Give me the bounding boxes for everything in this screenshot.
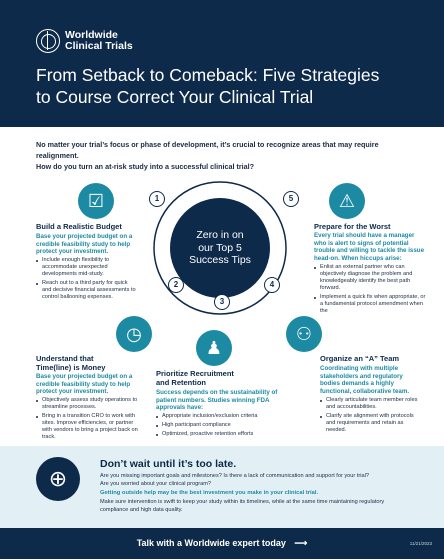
warning-triangle-icon: ⚠ <box>329 183 365 219</box>
page-title <box>36 64 426 108</box>
step-number-4: 4 <box>264 277 280 293</box>
team-network-icon: ⚇ <box>286 316 322 352</box>
life-ring-icon: ⊕ <box>36 457 80 501</box>
center-heading <box>180 229 260 267</box>
brand-name <box>65 30 133 52</box>
arrow-right-icon: ⟶ <box>294 538 308 548</box>
strategy-4-bullet: Clearly articulate team member roles and accountabilities. <box>320 397 424 411</box>
strategy-4-bullet: Clarify site alignment with protocols and requirements and retain as needed. <box>320 413 424 434</box>
document-code: 11/21/2023 <box>409 541 432 546</box>
clock-icon: ◷ <box>116 316 152 352</box>
strategy-4-subtitle: Coordinating with multiple stakeholders and regulatory bodies demands a highly functional, collaborative team. <box>320 365 410 395</box>
strategy-1-bullet: Reach out to a third party for quick and decisive financial assessments to control ballooning expenses. <box>36 280 136 301</box>
center-line3: Success Tips <box>189 254 251 267</box>
budget-checklist-icon: ☑ <box>78 183 114 219</box>
footer-bar[interactable] <box>0 528 444 559</box>
globe-icon <box>36 29 60 53</box>
strategy-3-title-line2: and Retention <box>156 377 206 387</box>
center-line1: Zero in on <box>196 229 244 242</box>
strategy-1-bullets <box>36 257 136 303</box>
step-number-5: 5 <box>283 191 299 207</box>
strategy-5-subtitle: Every trial should have a manager who is alert to signs of potential trouble and willing to tackle the issue head-on. When hiccups arise: <box>314 232 425 262</box>
step-number-1: 1 <box>149 191 165 207</box>
strategy-1-title: Build a Realistic Budget <box>36 222 122 231</box>
people-icon: ♟ <box>196 330 232 366</box>
center-circle <box>170 198 270 298</box>
intro-line1: No matter your trial’s focus or phase of development, it’s crucial to recognize areas that may require realignment. <box>36 140 379 160</box>
contact-expert-link[interactable] <box>0 538 444 549</box>
strategy-3-title-line1: Prioritize Recruitment <box>156 369 234 378</box>
strategy-3-bullet: Appropriate inclusion/exclusion criteria <box>156 413 280 420</box>
strategy-2-bullet: Objectively assess study operations to streamline processes. <box>36 397 144 411</box>
brand-name-line2: Clinical Trials <box>65 40 133 52</box>
intro-text <box>36 139 416 172</box>
strategy-4-title: Organize an “A” Team <box>320 354 400 363</box>
strategy-3-subtitle: Success depends on the sustainability of patient numbers. Studies winning FDA approvals have: <box>156 389 278 412</box>
strategy-5-bullet: Implement a quick fix when appropriate, or a fundamental protocol amendment when the <box>314 294 426 315</box>
brand-name-line1: Worldwide <box>65 29 118 41</box>
cta-line2: Are you worried about your clinical program? <box>100 481 211 487</box>
brand-logo[interactable] <box>36 29 133 53</box>
strategy-1-bullet: Include enough flexibility to accommodate unexpected developments mid-study. <box>36 257 136 278</box>
step-number-2: 2 <box>168 277 184 293</box>
strategy-3-bullet: Optimized, proactive retention efforts <box>156 431 280 438</box>
center-line2: our Top 5 <box>198 241 242 254</box>
cta-heading: Don’t wait until it’s too late. <box>100 458 237 470</box>
strategy-3-bullet: High participant compliance <box>156 422 280 429</box>
page-title-line1: From Setback to Comeback: Five Strategies <box>36 65 380 85</box>
page-title-line2: to Course Correct Your Clinical Trial <box>36 87 314 107</box>
strategy-2-title-line2: Time(line) is Money <box>36 362 106 372</box>
step-number-3: 3 <box>214 294 230 310</box>
intro-line2: How do you turn an at-risk study into a successful clinical trial? <box>36 162 255 171</box>
strategy-4-bullets <box>320 397 424 436</box>
strategy-3-title <box>156 370 276 387</box>
cta-line1: Are you missing important goals and milestones? Is there a lack of communication and support for your trial? <box>100 473 369 479</box>
header-banner <box>0 0 444 127</box>
strategy-2-subtitle: Base your projected budget on a credible feasibility study to help protect your investment. <box>36 373 133 396</box>
strategy-2-title-line1: Understand that <box>36 354 94 363</box>
strategy-3-bullets <box>156 413 280 440</box>
strategy-2-bullets <box>36 397 144 443</box>
cta-line4: compliance and high data quality. <box>100 507 183 513</box>
strategy-2-bullet: Bring in a transition CRO to work with sites. Improve efficiencies, or partner with vendors to bring a project back on track. <box>36 413 144 441</box>
cta-line3: Make sure intervention is swift to keep your study within its timelines, while at the same time maintaining regulatory <box>100 499 385 505</box>
strategy-2-title <box>36 355 146 372</box>
strategy-5-bullet: Enlist an external partner who can objectively diagnose the problem and knowledgeably identify the best path forward. <box>314 264 426 292</box>
cta-highlight: Getting outside help may be the best investment you make in your clinical trial. <box>100 490 319 496</box>
strategy-1-subtitle: Base your projected budget on a credible feasibility study to help protect your investment. <box>36 233 133 256</box>
contact-expert-label: Talk with a Worldwide expert today <box>136 538 286 548</box>
strategy-5-title: Prepare for the Worst <box>314 222 391 231</box>
strategy-5-bullets <box>314 264 426 317</box>
